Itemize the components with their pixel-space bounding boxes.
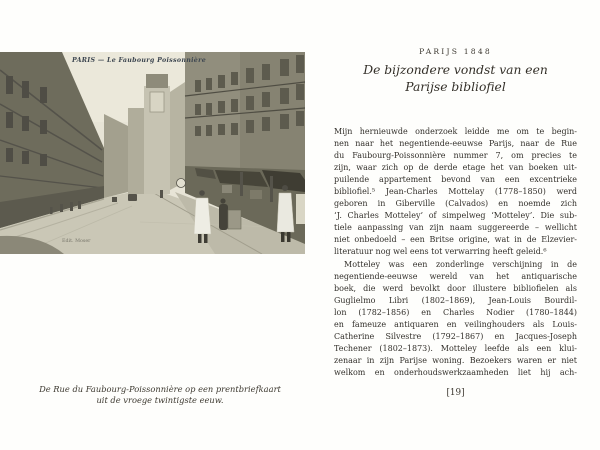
figure-caption-line2: uit de vroege twintigste eeuw. — [96, 395, 224, 405]
body-line: Catherine Silvestre (1792–1867) en Jacques-Joseph — [334, 331, 577, 341]
body-line: tiele aanpassing van zijn naam suggereerde – wellicht — [334, 223, 577, 233]
figure-caption-line1: De Rue du Faubourg-Poissonnière op een prentbriefkaart — [39, 384, 281, 394]
chapter-kicker: PARIJS 1848 — [419, 47, 492, 56]
page-number: [19] — [446, 388, 465, 398]
postcard-credit: Edit. Moser — [62, 239, 91, 244]
body-line: boek, die werd bevolkt door illustere bibliofielen als — [334, 283, 577, 293]
body-line: lon (1782–1856) en Charles Nodier (1780–1844) — [334, 307, 577, 317]
body-line: zijn, waar zich op de derde etage het van boeken uit- — [334, 163, 577, 173]
body-text — [334, 126, 577, 379]
right-page — [334, 0, 577, 450]
body-line: en fameuze antiquaren en veilinghouders als Louis- — [334, 319, 577, 329]
body-line: ‘J. Charles Motteley’ of simpelweg ‘Motteley’. Die sub- — [334, 211, 577, 221]
chapter-title — [334, 62, 577, 95]
body-line: Techener (1802–1873). Motteley leefde als een klui- — [334, 343, 577, 353]
chapter-title-line2: Parijse bibliofiel — [405, 79, 506, 94]
postcard-title: PARIS — Le Faubourg Poissonnière — [72, 57, 206, 64]
chapter-title-line1: De bijzondere vondst van een — [363, 63, 548, 77]
postcard-figure — [0, 52, 305, 254]
body-line: bibliofiel.⁵ Jean-Charles Mottelay (1778–1850) werd — [334, 187, 577, 197]
body-line: zenaar in zijn Parijse woning. Bezoekers waren er niet — [334, 355, 577, 365]
body-line: niet onbedoeld – een Britse origine, wat in de Elzevier- — [334, 235, 577, 245]
body-line: geboren in Giberville (Calvados) en noemde zich — [334, 199, 577, 209]
body-line: Motteley was een zonderlinge verschijning in de — [344, 259, 577, 269]
body-line: negentiende-eeuwse wereld van het antiquarische — [334, 271, 577, 281]
body-line: literatuur nog wel eens tot verwarring heeft geleid.⁶ — [334, 247, 547, 257]
body-line: puilende appartement bevond van een excentrieke — [334, 175, 577, 185]
body-line: du Faubourg-Poissonnière nummer 7, om precies te — [334, 151, 577, 161]
body-line: nen naar het negentiende-eeuwse Parijs, naar de Rue — [334, 139, 577, 149]
figure-caption — [8, 384, 312, 406]
body-line: Guglielmo Libri (1802–1869), Jean-Louis Bourdil- — [334, 295, 577, 305]
body-line: Mijn hernieuwde onderzoek leidde me om te begin- — [334, 127, 577, 136]
body-line: welkom en onderhoudswerkzaamheden liet hij ach- — [334, 367, 577, 377]
postcard-photo — [0, 52, 305, 254]
